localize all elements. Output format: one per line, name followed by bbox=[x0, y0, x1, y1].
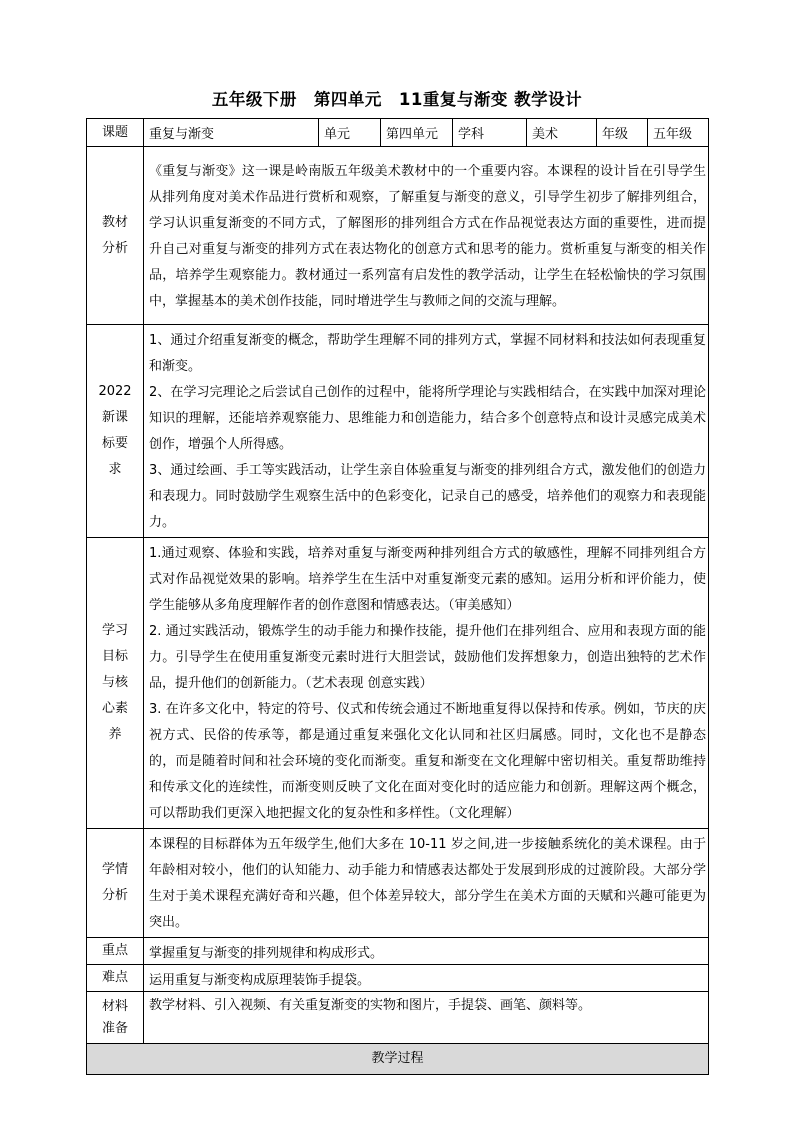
header-row bbox=[87, 119, 709, 147]
subject-value: 美术 bbox=[527, 119, 597, 147]
materials-row bbox=[87, 992, 709, 1044]
process-header: 教学过程 bbox=[87, 1044, 709, 1075]
difficulty-row bbox=[87, 965, 709, 992]
lesson-plan-table bbox=[86, 118, 709, 1075]
unit-label: 单元 bbox=[319, 119, 381, 147]
key-point-content: 掌握重复与渐变的排列规律和构成形式。 bbox=[144, 938, 709, 965]
key-point-row bbox=[87, 938, 709, 965]
material-analysis-label: 教材 分析 bbox=[87, 147, 144, 325]
key-point-label: 重点 bbox=[87, 938, 144, 965]
student-analysis-content: 本课程的目标群体为五年级学生,他们大多在 10-11 岁之间,进一步接触系统化的美术课程。由于年龄相对较小，他们的认知能力、动手能力和情感表达都处于发展到形成的过渡阶段。大部分学生对于美术课程充满好奇和兴趣，但个体差异较大，部分学生在美术方面的天赋和兴趣可能更为突出。 bbox=[144, 829, 709, 938]
objectives-content bbox=[144, 538, 709, 829]
materials-content: 教学材料、引入视频、有关重复渐变的实物和图片，手提袋、画笔、颜料等。 bbox=[144, 992, 709, 1044]
material-analysis-content: 《重复与渐变》这一课是岭南版五年级美术教材中的一个重要内容。本课程的设计旨在引导学生从排列角度对美术作品进行赏析和观察，了解重复与渐变的意义，引导学生初步了解排列组合，学习认识重复渐变的不同方式，了解图形的排列组合方式在作品视觉表达方面的重要性，进而提升自己对重复与渐变的排列方式在表达物化的创意方式和思考的能力。赏析重复与渐变的相关作品，培养学生观察能力。教材通过一系列富有启发性的教学活动，让学生在轻松愉快的学习氛围中，掌握基本的美术创作技能，同时增进学生与教师之间的交流与理解。 bbox=[144, 147, 709, 325]
grade-value: 五年级 bbox=[648, 119, 709, 147]
curriculum-standard-label: 2022 新课 标要 求 bbox=[87, 325, 144, 538]
standard-item-3: 3、通过绘画、手工等实践活动，让学生亲自体验重复与渐变的排列组合方式，激发他们的创造力和表现力。同时鼓励学生观察生活中的色彩变化，记录自己的感受，培养他们的观察力和表现能力。 bbox=[149, 463, 706, 530]
grade-label: 年级 bbox=[597, 119, 648, 147]
material-analysis-row bbox=[87, 147, 709, 325]
student-analysis-label: 学情 分析 bbox=[87, 829, 144, 938]
difficulty-content: 运用重复与渐变构成原理装饰手提袋。 bbox=[144, 965, 709, 992]
objective-item-3: 3. 在许多文化中，特定的符号、仪式和传统会通过不断地重复得以保持和传承。例如，节庆的庆祝方式、民俗的传承等，都是通过重复来强化文化认同和社区归属感。同时，文化也不是静态的，而是随着时间和社会环境的变化而渐变。重复和渐变在文化理解中密切相关。重复帮助维持和传承文化的连续性，而渐变则反映了文化在面对变化时的适应能力和创新。理解这两个概念，可以帮助我们更深入地把握文化的复杂性和多样性。（文化理解） bbox=[149, 702, 706, 821]
process-header-row bbox=[87, 1044, 709, 1075]
student-analysis-row bbox=[87, 829, 709, 938]
unit-value: 第四单元 bbox=[381, 119, 453, 147]
curriculum-standard-row bbox=[87, 325, 709, 538]
subject-label: 学科 bbox=[453, 119, 527, 147]
page-title: 五年级下册 第四单元 11重复与渐变 教学设计 bbox=[211, 90, 583, 109]
topic-label: 课题 bbox=[87, 119, 144, 147]
objectives-label: 学习 目标 与核 心素 养 bbox=[87, 538, 144, 829]
standard-item-2: 2、在学习完理论之后尝试自己创作的过程中，能将所学理论与实践相结合，在实践中加深对理论知识的理解，还能培养观察能力、思维能力和创造能力，结合多个创意特点和设计灵感完成美术创作，增强个人所得感。 bbox=[149, 385, 706, 452]
materials-label: 材料 准备 bbox=[87, 992, 144, 1044]
difficulty-label: 难点 bbox=[87, 965, 144, 992]
curriculum-standard-content bbox=[144, 325, 709, 538]
topic-value: 重复与渐变 bbox=[144, 119, 319, 147]
objective-item-2: 2. 通过实践活动，锻炼学生的动手能力和操作技能，提升他们在排列组合、应用和表现方面的能力。引导学生在使用重复渐变元素时进行大胆尝试，鼓励他们发挥想象力，创造出独特的艺术作品，提升他们的创新能力。（艺术表现 创意实践） bbox=[149, 624, 706, 691]
objective-item-1: 1.通过观察、体验和实践，培养对重复与渐变两种排列组合方式的敏感性，理解不同排列组合方式对作品视觉效果的影响。培养学生在生活中对重复渐变元素的感知。运用分析和评价能力，使学生能够从多角度理解作者的创作意图和情感表达。（审美感知） bbox=[149, 546, 706, 613]
objectives-row bbox=[87, 538, 709, 829]
standard-item-1: 1、通过介绍重复渐变的概念，帮助学生理解不同的排列方式，掌握不同材料和技法如何表现重复和渐变。 bbox=[149, 333, 706, 374]
